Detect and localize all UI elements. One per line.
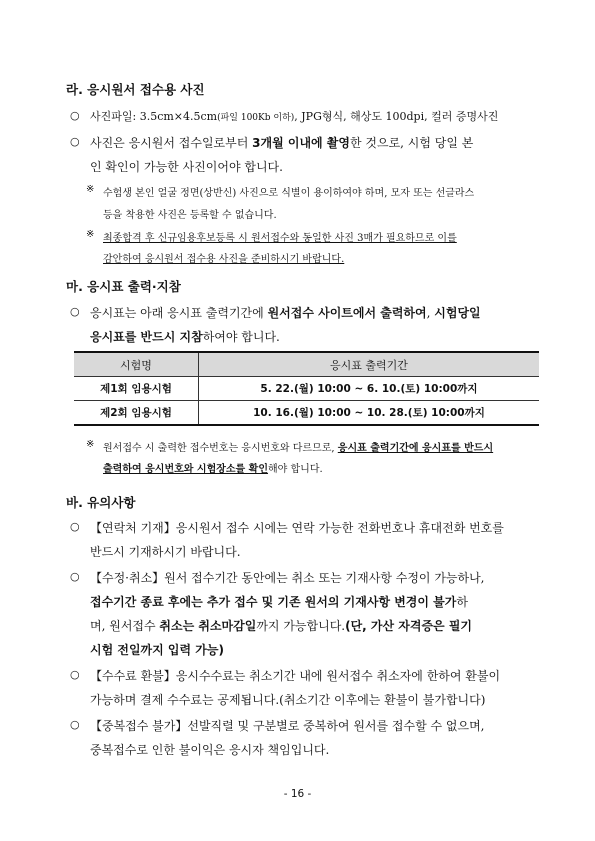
photo-note-2-line1: 최종합격 후 신규임용후보등록 시 원서접수와 동일한 사진 3매가 필요하므로 이를 [103,233,457,244]
table-row [74,377,539,401]
bullet-marker: ○ [70,570,80,583]
contact-line2: 반드시 기재하시기 바랍니다. [90,545,241,559]
photo-note-2-line2: 감안하여 응시원서 접수용 사진을 준비하시기 바랍니다. [103,254,345,265]
table-header-row [74,352,539,377]
duplicate-line1: 【중복접수 불가】선발직렬 및 구분별로 중복하여 원서를 접수할 수 없으며, [90,719,485,733]
ticket-print-line: 응시표는 아래 응시표 출력기간에 원서접수 사이트에서 출력하여, 시험당일 [90,306,481,320]
photo-date-line: 사진은 응시원서 접수일로부터 3개월 이내에 촬영한 것으로, 시험 당일 본 [90,136,474,150]
photo-note-1-line1: 수험생 본인 얼굴 정면(상반신) 사진으로 식별이 용이하여야 하며, 모자 또는 선글라스 [103,188,475,199]
section-heading-notes: 바. 유의사항 [66,495,136,510]
ticket-schedule-table [74,351,539,426]
bullet-marker: ○ [70,109,80,122]
table-header-exam: 시험명 [74,352,199,377]
edit-cancel-line1: 【수정·취소】원서 접수기간 동안에는 취소 또는 기재사항 수정이 가능하나, [90,571,485,585]
photo-spec-line: 사진파일: 3.5cm×4.5cm(파일 100Kb 이하), JPG형식, 해상도 100dpi, 컬러 증명사진 [90,110,499,123]
table-cell-exam: 제1회 임용시험 [74,377,199,401]
table-cell-period: 10. 16.(월) 10:00 ~ 10. 28.(토) 10:00까지 [199,401,540,426]
bullet-marker: ○ [70,520,80,533]
note-marker: ※ [86,184,95,195]
bullet-marker: ○ [70,668,80,681]
bullet-marker: ○ [70,718,80,731]
contact-line1: 【연락처 기재】응시원서 접수 시에는 연락 가능한 전화번호나 휴대전화 번호를 [90,521,504,535]
section-heading-photo: 라. 응시원서 접수용 사진 [66,82,205,97]
ticket-print-line-2: 응시표를 반드시 지참하여야 합니다. [90,330,280,344]
page-number: - 16 - [283,788,312,800]
edit-cancel-line4: 시험 전일까지 입력 가능) [90,643,224,657]
refund-line2: 가능하며 결제 수수료는 공제됩니다.(취소기간 이후에는 환불이 불가합니다) [90,693,486,707]
ticket-note-line1: 원서접수 시 출력한 접수번호는 응시번호와 다르므로, 응시표 출력기간에 응시표를 반드시 [103,443,494,454]
duplicate-line2: 중복접수로 인한 불이익은 응시자 책임입니다. [90,743,330,757]
note-marker: ※ [86,229,95,240]
table-cell-exam: 제2회 임용시험 [74,401,199,426]
photo-note-1-line2: 등을 착용한 사진은 등록할 수 없습니다. [103,210,277,221]
refund-line1: 【수수료 환불】응시수수료는 취소기간 내에 원서접수 취소자에 한하여 환불이 [90,669,501,683]
note-marker: ※ [86,439,95,450]
photo-date-line-2: 인 확인이 가능한 사진이어야 합니다. [90,160,283,174]
edit-cancel-line2: 접수기간 종료 후에는 추가 접수 및 기존 원서의 기재사항 변경이 불가하 [90,595,468,609]
table-row [74,401,539,426]
section-heading-admission-ticket: 마. 응시표 출력·지참 [66,279,181,294]
bullet-marker: ○ [70,135,80,148]
table-cell-period: 5. 22.(월) 10:00 ~ 6. 10.(토) 10:00까지 [199,377,540,401]
edit-cancel-line3: 며, 원서접수 취소는 취소마감일까지 가능합니다.(단, 가산 자격증은 필기 [90,619,473,633]
ticket-note-line2: 출력하여 응시번호와 시험장소를 확인해야 합니다. [103,464,323,475]
table-header-period: 응시표 출력기간 [199,352,540,377]
bullet-marker: ○ [70,305,80,318]
